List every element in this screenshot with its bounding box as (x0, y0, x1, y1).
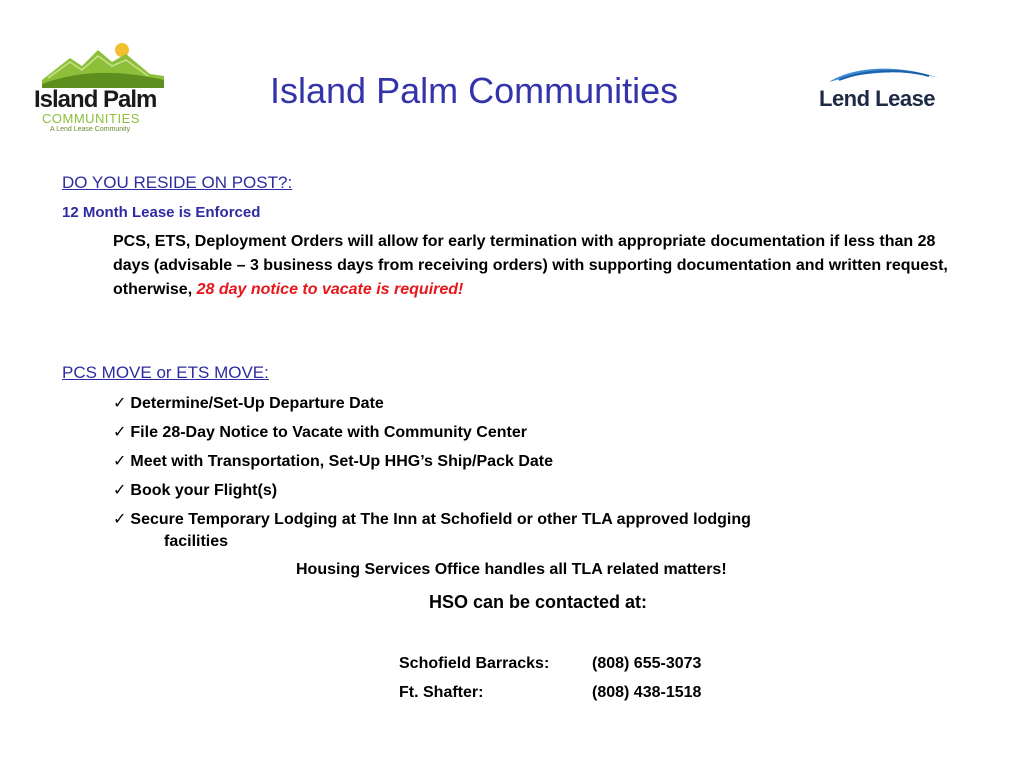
lend-lease-logo (815, 62, 955, 122)
check-icon: ✓ (113, 453, 127, 470)
section-heading-reside: DO YOU RESIDE ON POST?: (62, 173, 293, 192)
logo-tagline: A Lend Lease Community (50, 126, 131, 133)
termination-text: PCS, ETS, Deployment Orders will allow for early termination with appropriate documentation if less than 28 days (advisable – 3 business days from receiving orders) with supporting documentation and written request, otherwise, (113, 233, 948, 298)
checklist-item-label: Secure Temporary Lodging at The Inn at Schofield or other TLA approved lodging (130, 511, 751, 528)
section-heading-move: PCS MOVE or ETS MOVE: (62, 363, 269, 382)
checklist-item (113, 393, 384, 413)
section-subheading-lease: 12 Month Lease is Enforced (62, 204, 261, 221)
check-icon: ✓ (113, 482, 127, 499)
checklist-item-continuation: facilities (164, 533, 229, 550)
check-icon: ✓ (113, 395, 127, 412)
logo-sub-text: COMMUNITIES (42, 111, 140, 126)
contact-phone-schofield: (808) 655-3073 (592, 655, 702, 672)
checklist-item-label: Determine/Set-Up Departure Date (130, 395, 384, 412)
checklist-item-label: File 28-Day Notice to Vacate with Community Center (130, 424, 527, 441)
notice-emphasis: 28 day notice to vacate is required! (196, 281, 464, 298)
island-palm-logo (30, 40, 170, 135)
checklist-item (113, 422, 527, 442)
checklist-item-label: Book your Flight(s) (130, 482, 278, 499)
lend-lease-brand-text: Lend Lease (819, 86, 936, 111)
page-title: Island Palm Communities (270, 70, 679, 111)
swoosh-icon (829, 64, 939, 88)
check-icon: ✓ (113, 511, 127, 528)
checklist-item (113, 480, 277, 500)
contact-phone-shafter: (808) 438-1518 (592, 684, 702, 701)
mountain-sun-graphic (40, 40, 165, 88)
contact-location-schofield: Schofield Barracks: (399, 655, 550, 672)
termination-paragraph (113, 230, 973, 302)
checklist-item-label: Meet with Transportation, Set-Up HHG’s Ship/Pack Date (130, 453, 553, 470)
logo-brand-text: Island Palm (34, 86, 157, 113)
checklist-item (113, 451, 553, 471)
check-icon: ✓ (113, 424, 127, 441)
tla-note: Housing Services Office handles all TLA related matters! (296, 561, 727, 578)
contact-location-shafter: Ft. Shafter: (399, 684, 484, 701)
checklist-item (113, 509, 751, 529)
hso-contact-heading: HSO can be contacted at: (429, 592, 648, 612)
